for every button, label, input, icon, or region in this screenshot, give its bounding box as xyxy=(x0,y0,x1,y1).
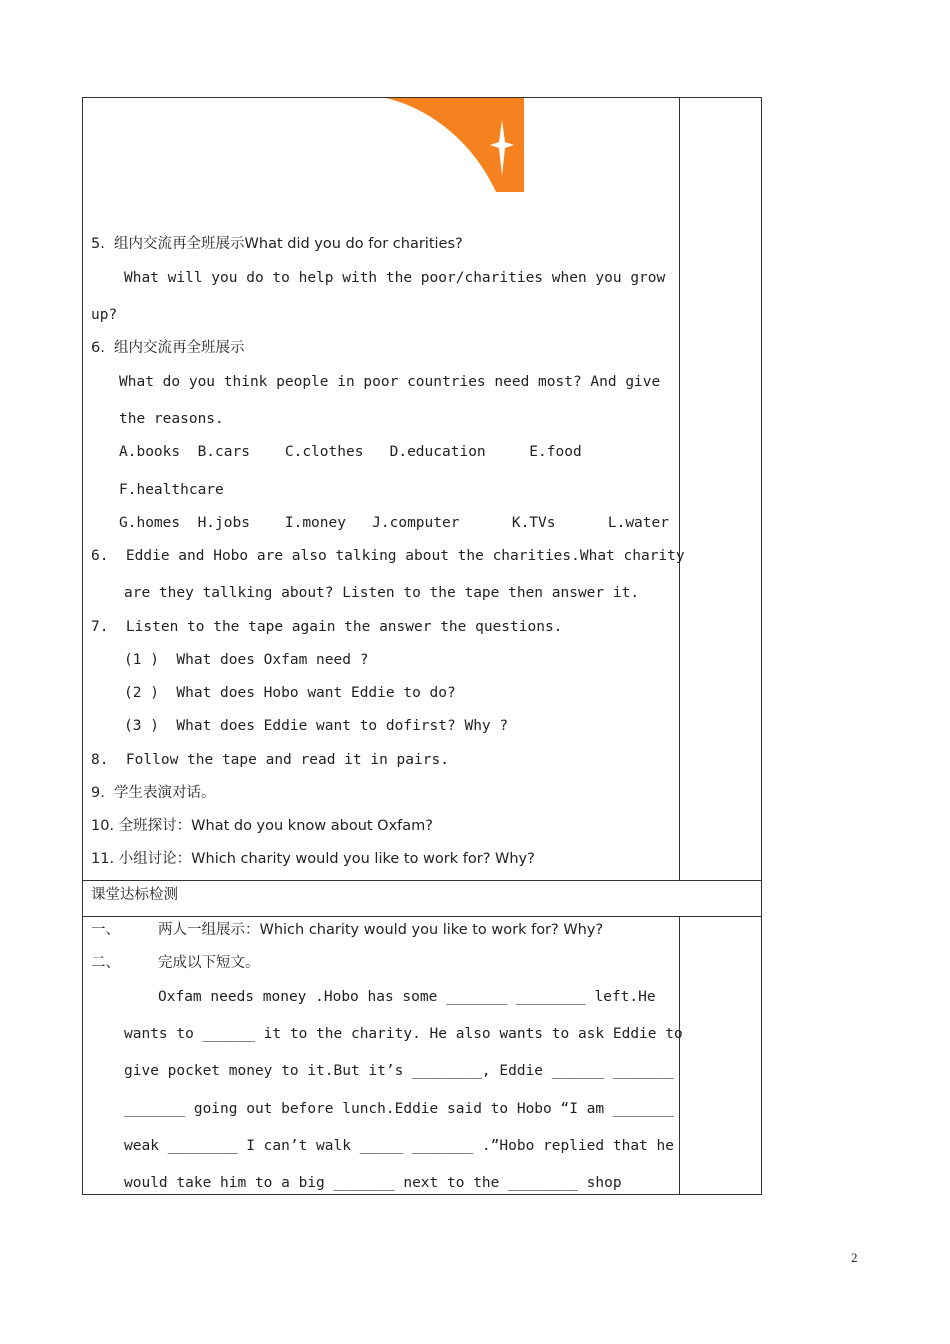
question-7-sub-3: (3 ) What does Eddie want to dofirst? Why ? xyxy=(124,718,509,734)
test-item-1-number: 一、 xyxy=(91,922,120,938)
question-6b-line2: are they tallking about? Listen to the tape then answer it. xyxy=(124,585,640,601)
options-row-3: G.homes H.jobs I.money J.computer K.TVs L.water xyxy=(119,515,669,531)
test-item-1: 两人一组展示：Which charity would you like to work for? Why? xyxy=(158,922,604,938)
question-6: 6. 组内交流再全班展示 xyxy=(91,340,245,356)
passage-line-3: give pocket money to it.But it’s ________, Eddie ______ _______ xyxy=(124,1063,674,1079)
passage-line-5: weak ________ I can’t walk _____ _______ .”Hobo replied that he xyxy=(124,1138,674,1154)
question-5-line3: up? xyxy=(91,307,118,323)
test-item-2-number: 二、 xyxy=(91,955,120,971)
question-9: 9. 学生表演对话。 xyxy=(91,785,216,801)
page-number: 2 xyxy=(851,1250,858,1265)
question-5-line2: What will you do to help with the poor/charities when you grow xyxy=(124,270,666,286)
test-item-2: 完成以下短文。 xyxy=(158,955,260,971)
passage-line-2: wants to ______ it to the charity. He also wants to ask Eddie to xyxy=(124,1026,683,1042)
options-row-1: A.books B.cars C.clothes D.education E.food xyxy=(119,444,582,460)
section-title: 课堂达标检测 xyxy=(91,887,178,903)
options-row-2: F.healthcare xyxy=(119,482,224,498)
passage-line-6: would take him to a big _______ next to the ________ shop xyxy=(124,1175,622,1191)
table-column-divider xyxy=(679,916,680,1195)
table-column-divider xyxy=(679,97,680,881)
question-6-line3: the reasons. xyxy=(119,411,224,427)
orange-star-logo xyxy=(386,98,524,192)
question-6b: 6. Eddie and Hobo are also talking about the charities.What charity xyxy=(91,548,685,564)
question-7-sub-2: (2 ) What does Hobo want Eddie to do? xyxy=(124,685,456,701)
question-10: 10. 全班探讨：What do you know about Oxfam? xyxy=(91,818,433,834)
passage-line-1: Oxfam needs money .Hobo has some _______ ________ left.He xyxy=(158,989,656,1005)
question-7: 7. Listen to the tape again the answer the questions. xyxy=(91,619,563,635)
question-11: 11. 小组讨论：Which charity would you like to work for? Why? xyxy=(91,851,535,867)
question-6-line2: What do you think people in poor countries need most? And give xyxy=(119,374,661,390)
question-7-sub-1: (1 ) What does Oxfam need ? xyxy=(124,652,369,668)
question-5: 5. 组内交流再全班展示What did you do for charities? xyxy=(91,236,463,252)
table-row-divider xyxy=(82,880,762,881)
question-8: 8. Follow the tape and read it in pairs. xyxy=(91,752,449,768)
passage-line-4: _______ going out before lunch.Eddie said to Hobo “I am _______ xyxy=(124,1101,674,1117)
table-row-divider xyxy=(82,916,762,917)
